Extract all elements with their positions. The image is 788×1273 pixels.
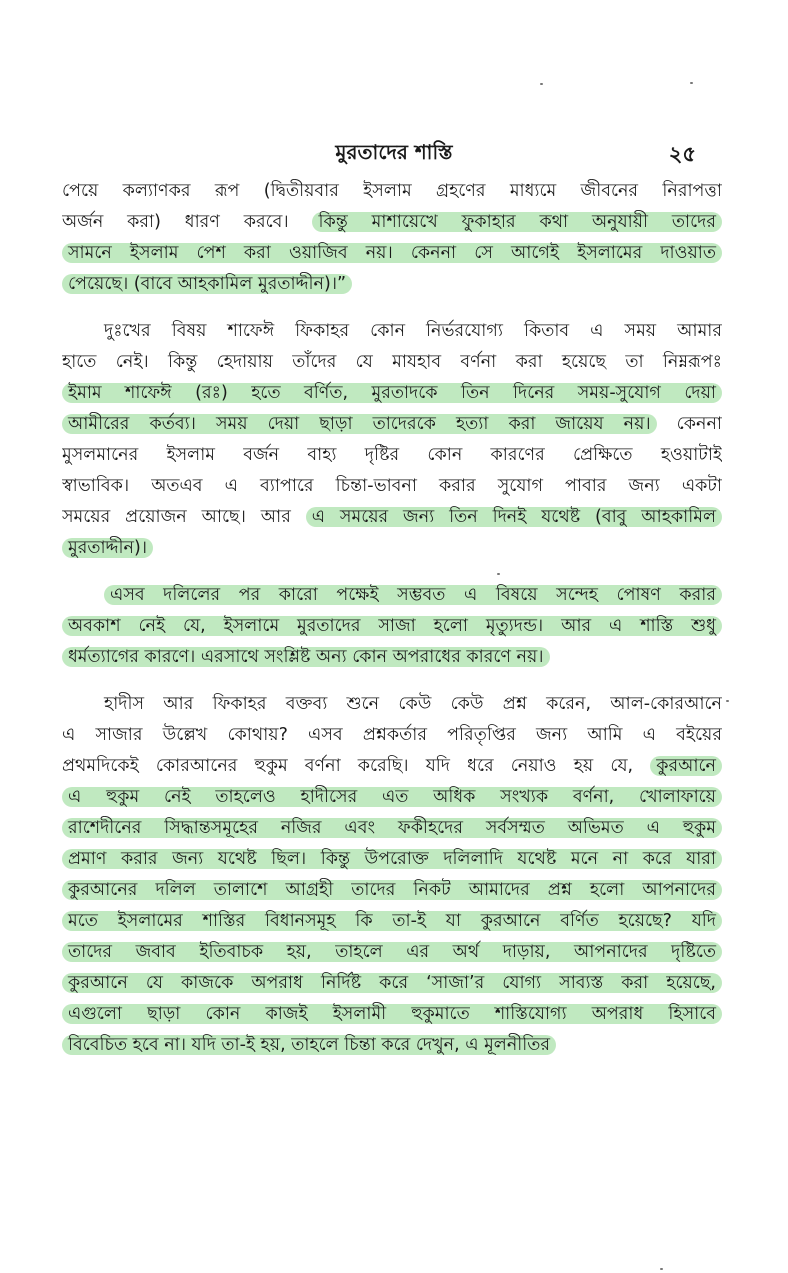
text-segment: কেননা <box>656 414 722 434</box>
text-line <box>62 176 722 207</box>
text-segment: মুসলমানের ইসলাম বর্জন বাহ্য দৃষ্টির কোন কারণের প্রেক্ষিতে হওয়াটাই <box>62 445 722 465</box>
text-line <box>62 875 722 906</box>
scan-speck <box>540 83 543 85</box>
text-line <box>62 720 722 751</box>
text-segment: স্বাভাবিক। অতএব এ ব্যাপারে চিন্তা-ভাবনা করার সুযোগ পাবার জন্য একটা <box>62 476 722 496</box>
text-line <box>62 440 722 471</box>
text-line <box>62 968 722 999</box>
highlighted-text: পেয়েছে। (বাবে আহকামিল মুরতাদ্দীন)।” <box>62 274 352 294</box>
text-line <box>62 999 722 1030</box>
text-line <box>62 347 722 378</box>
text-segment: পেয়ে কল্যাণকর রূপ (দ্বিতীয়বার ইসলাম গ্রহণের মাধ্যমে জীবনের নিরাপত্তা <box>62 181 722 201</box>
scan-speck <box>497 573 500 575</box>
text-line <box>62 207 722 238</box>
text-segment: এ সাজার উল্লেখ কোথায়? এসব প্রশ্নকর্তার পরিতৃপ্তির জন্য আমি এ বইয়ের <box>62 725 722 745</box>
highlighted-text: বিবেচিত হবে না। যদি তা-ই হয়, তাহলে চিন্তা করে দেখুন, এ মূলনীতির <box>62 1035 556 1055</box>
text-segment: অর্জন করা) ধারণ করবে। <box>62 212 313 232</box>
highlighted-text: তাদের জবাব ইতিবাচক হয়, তাহলে এর অর্থ দাড়ায়, আপনাদের দৃষ্টিতে <box>62 942 722 962</box>
text-segment: হাদীস আর ফিকাহর বক্তব্য শুনে কেউ কেউ প্রশ্ন করেন, আল-কোরআনে <box>104 694 722 714</box>
highlighted-text: কুরআনে <box>650 756 722 776</box>
text-line <box>62 906 722 937</box>
text-line <box>62 502 722 533</box>
text-line <box>62 316 722 347</box>
text-line <box>62 471 722 502</box>
text-line <box>62 751 722 782</box>
paragraph <box>62 316 722 564</box>
scan-speck <box>660 1268 663 1270</box>
text-line <box>62 813 722 844</box>
highlighted-text: কিন্তু মাশায়েখে ফুকাহার কথা অনুযায়ী তাদের <box>312 212 722 232</box>
text-segment: দুঃখের বিষয় শাফেঈ ফিকাহর কোন নির্ভরযোগ্য কিতাব এ সময় আমার <box>104 321 722 341</box>
text-segment: হাতে নেই। কিন্তু হেদায়ায় তাঁদের যে মাযহাব বর্ণনা করা হয়েছে তা নিম্নরূপঃ <box>62 352 722 372</box>
text-line <box>62 611 722 642</box>
highlighted-text: প্রমাণ করার জন্য যথেষ্ট ছিল। কিন্তু উপরোক্ত দলিলাদি যথেষ্ট মনে না করে যারা <box>62 849 722 869</box>
text-line <box>62 782 722 813</box>
text-line <box>62 689 722 720</box>
paragraph <box>62 176 722 300</box>
paragraph <box>62 580 722 673</box>
paragraph <box>62 689 722 1061</box>
highlighted-text: এ সময়ের জন্য তিন দিনই যথেষ্ট (বাবু আহকামিল <box>306 507 722 527</box>
highlighted-text: ইমাম শাফেঈ (রঃ) হতে বর্ণিত, মুরতাদকে তিন দিনের সময়-সুযোগ দেয়া <box>62 383 722 403</box>
scan-speck <box>726 700 729 702</box>
text-line <box>62 580 722 611</box>
highlighted-text: অবকাশ নেই যে, ইসলামে মুরতাদের সাজা হলো মৃত্যুদন্ড। আর এ শাস্তি শুধু <box>62 616 722 636</box>
highlighted-text: আমীরের কর্তব্য। সময় দেয়া ছাড়া তাদেরকে হত্যা করা জায়েয নয়। <box>62 414 657 434</box>
highlighted-text: ধর্মত্যাগের কারণে। এরসাথে সংশ্লিষ্ট অন্য কোন অপরাধের কারণে নয়। <box>62 647 550 667</box>
text-line <box>62 533 722 564</box>
highlighted-text: সামনে ইসলাম পেশ করা ওয়াজিব নয়। কেননা সে আগেই ইসলামের দাওয়াত <box>62 243 722 263</box>
highlighted-text: এগুলো ছাড়া কোন কাজই ইসলামী হুকুমাতে শাস্তিযোগ্য অপরাধ হিসাবে <box>62 1004 722 1024</box>
text-line <box>62 409 722 440</box>
highlighted-text: কুরআনে যে কাজকে অপরাধ নির্দিষ্ট করে ‘সাজা’র যোগ্য সাব্যস্ত করা হয়েছে, <box>62 973 722 993</box>
text-line <box>62 844 722 875</box>
highlighted-text: কুরআনের দলিল তালাশে আগ্রহী তাদের নিকট আমাদের প্রশ্ন হলো আপনাদের <box>62 880 722 900</box>
text-line <box>62 378 722 409</box>
text-line <box>62 642 722 673</box>
text-segment: প্রথমদিকেই কোরআনের হুকুম বর্ণনা করেছি। যদি ধরে নেয়াও হয় যে, <box>62 756 651 776</box>
highlighted-text: এ হুকুম নেই তাহলেও হাদীসের এত অধিক সংখ্যক বর্ণনা, খোলাফায়ে <box>62 787 722 807</box>
highlighted-text: মতে ইসলামের শাস্তির বিধানসমূহ কি তা-ই যা কুরআনে বর্ণিত হয়েছে? যদি <box>62 911 722 931</box>
highlighted-text: এসব দলিলের পর কারো পক্ষেই সম্ভবত এ বিষয়ে সন্দেহ পোষণ করার <box>104 585 722 605</box>
text-line <box>62 1030 722 1061</box>
running-title: মুরতাদের শাস্তি <box>335 140 453 164</box>
text-segment: সময়ের প্রয়োজন আছে। আর <box>62 507 306 527</box>
text-line <box>62 937 722 968</box>
highlighted-text: মুরতাদ্দীন)। <box>62 538 153 558</box>
text-line <box>62 269 722 300</box>
body-text <box>62 176 722 1077</box>
highlighted-text: রাশেদীনের সিদ্ধান্তসমূহের নজির এবং ফকীহদের সর্বসম্মত অভিমত এ হুকুম <box>62 818 722 838</box>
page-number: ২৫ <box>668 142 696 166</box>
page-header <box>0 136 788 170</box>
text-line <box>62 238 722 269</box>
scan-speck <box>690 82 693 84</box>
